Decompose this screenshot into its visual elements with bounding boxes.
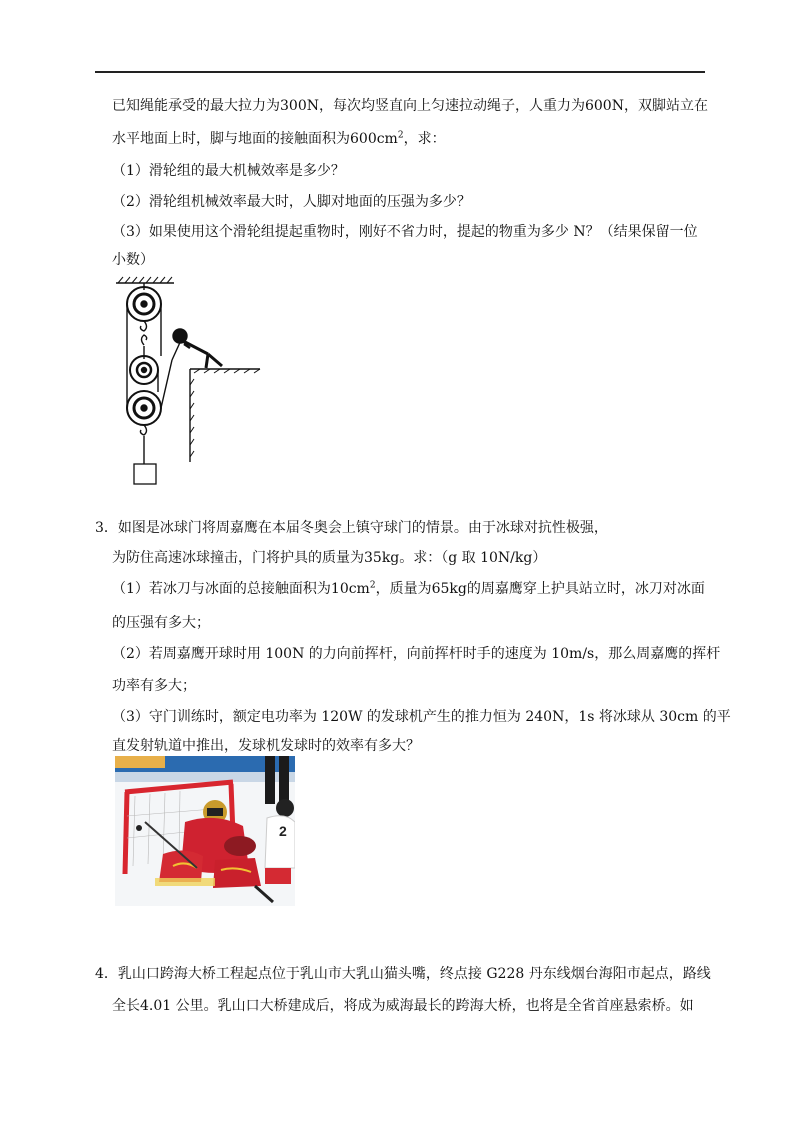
pulley-figure [110,274,270,494]
jersey-number: 2 [279,823,287,839]
q3-part-2: （2）若周嘉鹰开球时用 100N 的力向前挥杆，向前挥杆时手的速度为 10m/s，那么周嘉鹰的挥杆 [112,646,721,662]
q2-line-2 [112,129,446,149]
q2-part-3: （3）如果使用这个滑轮组提起重物时，刚好不省力时，提起的物重为多少 N？（结果保留一位 [112,224,698,240]
q3-part-2-cont: 功率有多大； [112,678,196,694]
q2-line-2-end: ，求： [403,131,446,147]
q3-part-1-end: ，质量为65kg的周嘉鹰穿上护具站立时，冰刀对冰面 [375,581,705,597]
q3-line-2: 为防住高速冰球撞击，门将护具的质量为35kg。求：（g 取 10N/kg） [112,550,547,566]
q2-part-3-cont: 小数） [112,252,154,268]
q2-line-2-sup: 2 [397,130,404,141]
header-rule [95,71,705,73]
q2-line-1: 已知绳能承受的最大拉力为300N，每次均竖直向上匀速拉动绳子，人重力为600N，双脚站立在 [112,98,708,114]
q3-part-1-sup: 2 [369,580,376,591]
q3-part-3-cont: 直发射轨道中推出，发球机发球时的效率有多大？ [112,738,420,754]
q3-line-1: 3．如图是冰球门将周嘉鹰在本届冬奥会上镇守球门的情景。由于冰球对抗性极强， [95,520,608,536]
q2-line-2-text: 水平地面上时，脚与地面的接触面积为600cm [112,131,398,147]
q3-part-1-text: （1）若冰刀与冰面的总接触面积为10cm [112,581,370,597]
q3-part-1-cont: 的压强有多大； [112,615,210,631]
q4-line-1: 4．乳山口跨海大桥工程起点位于乳山市大乳山猫头嘴，终点接 G228 丹东线烟台海阳市起点，路线 [95,966,711,982]
q3-part-3: （3）守门训练时，额定电功率为 120W 的发球机产生的推力恒为 240N，1s 将冰球从 30cm 的平 [112,709,731,725]
q2-part-1: （1）滑轮组的最大机械效率是多少？ [112,163,345,179]
q3-part-1 [112,579,705,599]
q4-line-2: 全长4.01 公里。乳山口大桥建成后，将成为威海最长的跨海大桥，也将是全省首座悬索桥。如 [112,998,694,1014]
q2-part-2: （2）滑轮组机械效率最大时，人脚对地面的压强为多少？ [112,194,471,210]
hockey-goalie-photo [115,756,295,906]
